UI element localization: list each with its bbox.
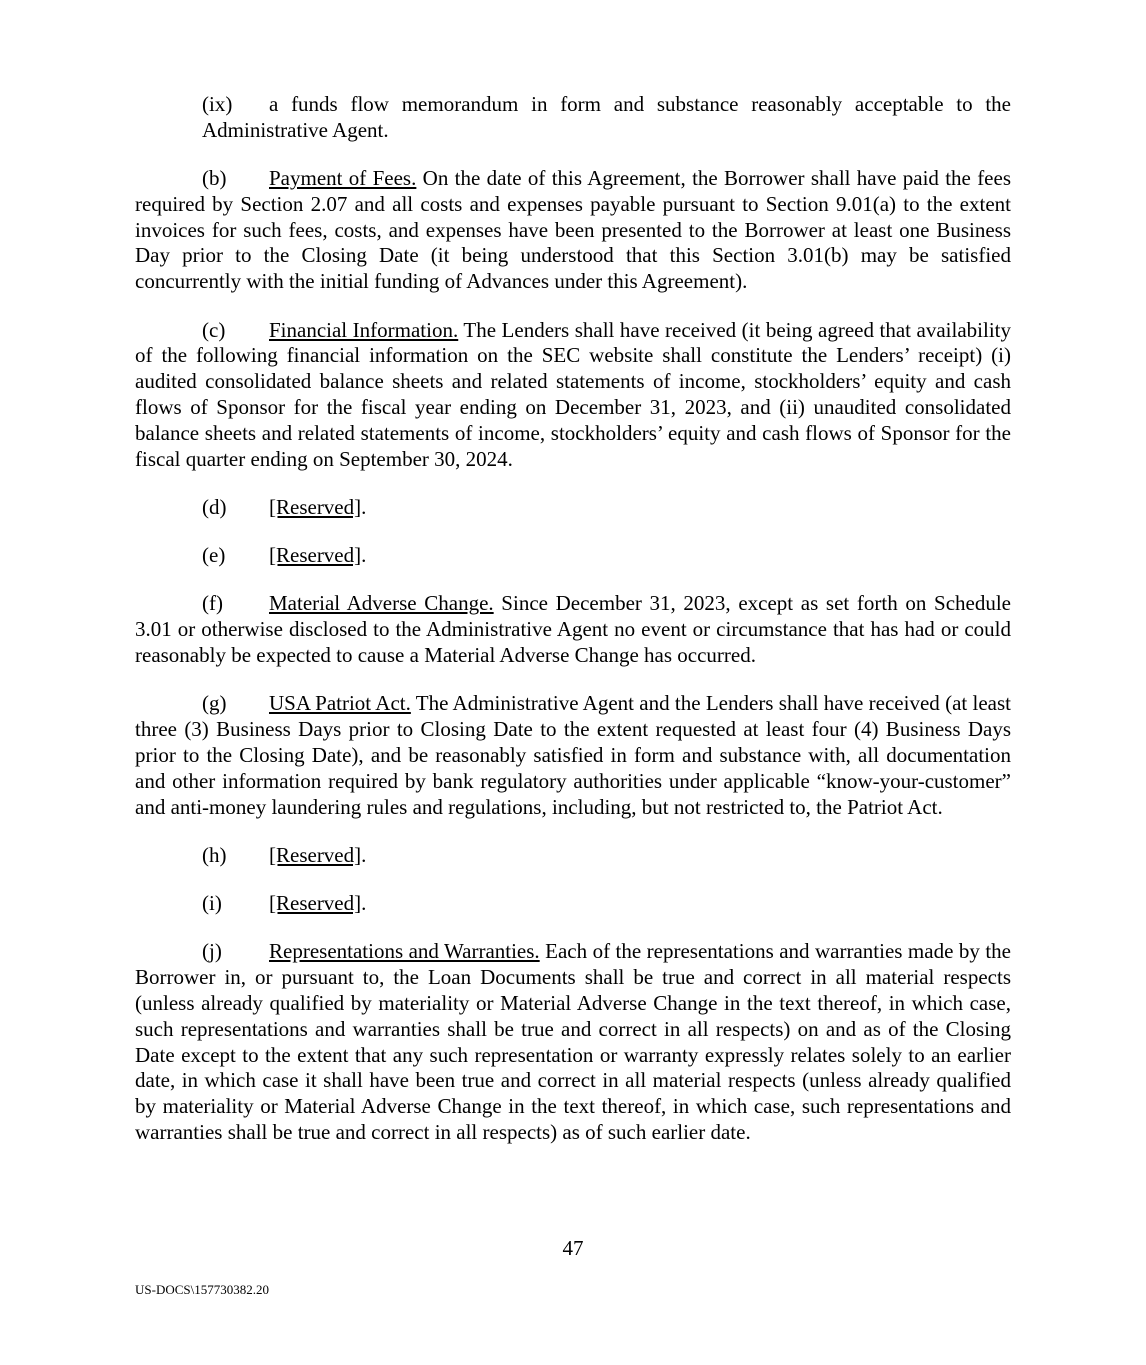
clause-heading: Material Adverse Change.: [269, 591, 494, 616]
clause-number: (c): [202, 317, 226, 342]
clause-i: [135, 891, 1011, 917]
clause-text: The Administrative Agent and the Lenders shall have received (at least three (3) Business Days prior to Closing Date to the extent requested at least four (4) Business Days prior to the Closing Date), and be reasonably satisfied in form and substance with, all documentation and other information required by bank regulatory authorities under applicable “know-your-customer” and anti-money laundering rules and regulations, including, but not restricted to, the Patriot Act.: [135, 691, 1011, 819]
clause-period: .: [361, 842, 367, 867]
clause-number: (g): [202, 691, 227, 716]
clause-text: On the date of this Agreement, the Borrower shall have paid the fees required by Section 2.07 and all costs and expenses payable pursuant to Section 9.01(a) to the extent invoices for such fees, costs, and expenses have been presented to the Borrower at least one Business Day prior to the Closing Date (it being understood that this Section 3.01(b) may be satisfied concurrently with the initial funding of Advances under this Agreement).: [135, 166, 1011, 294]
clause-j: [135, 939, 1011, 1145]
clause-text: The Lenders shall have received (it being agreed that availability of the following financial information on the SEC website shall constitute the Lenders’ receipt) (i) audited consolidated balance sheets and related statements of income, stockholders’ equity and cash flows of Sponsor for the fiscal year ending on December 31, 2023, and (ii) unaudited consolidated balance sheets and related statements of income, stockholders’ equity and cash flows of Sponsor for the fiscal quarter ending on September 30, 2024.: [135, 317, 1011, 471]
clause-ix: [135, 92, 1011, 144]
clause-number: (j): [202, 939, 222, 964]
clause-heading: [Reserved]: [269, 842, 362, 867]
clause-b: [135, 166, 1011, 295]
clause-number: (f): [202, 591, 223, 616]
clause-e: [135, 543, 1011, 569]
clause-heading: USA Patriot Act.: [269, 691, 411, 716]
clause-period: .: [361, 543, 367, 568]
clause-period: .: [361, 494, 367, 519]
clause-text: Since December 31, 2023, except as set forth on Schedule 3.01 or otherwise disclosed to the Administrative Agent no event or circumstance that has had or could reasonably be expected to cause a Material Adverse Change has occurred.: [135, 591, 1011, 668]
clause-g: [135, 691, 1011, 820]
document-id: US-DOCS\157730382.20: [135, 1282, 269, 1297]
clause-number: (e): [202, 543, 226, 568]
clause-h: [135, 843, 1011, 869]
clause-number: (d): [202, 494, 227, 519]
clause-text: Each of the representations and warranties made by the Borrower in, or pursuant to, the Loan Documents shall be true and correct in all material respects (unless already qualified by materiality or Material Adverse Change in the text thereof, in which case, such representations and warranties shall be true and correct in all respects) on and as of the Closing Date except to the extent that any such representation or warranty expressly relates solely to an earlier date, in which case it shall have been true and correct in all material respects (unless already qualified by materiality or Material Adverse Change in the text thereof, in which case, such representations and warranties shall be true and correct in all respects) as of such earlier date.: [135, 939, 1011, 1144]
clause-d: [135, 495, 1011, 521]
clause-number: (b): [202, 166, 227, 191]
document-page: [135, 92, 1011, 1168]
clause-c: [135, 318, 1011, 473]
clause-heading: [Reserved]: [269, 494, 362, 519]
clause-heading: Payment of Fees.: [269, 166, 417, 191]
clause-period: .: [361, 891, 367, 916]
clause-text: a funds flow memorandum in form and substance reasonably acceptable to the Administrative Agent.: [202, 92, 1011, 142]
clause-heading: [Reserved]: [269, 543, 362, 568]
clause-f: [135, 591, 1011, 668]
clause-heading: Representations and Warranties.: [269, 939, 540, 964]
page-number: 47: [562, 1236, 584, 1260]
clause-heading: Financial Information.: [269, 317, 459, 342]
clause-number: (ix): [202, 92, 233, 116]
clause-number: (h): [202, 842, 227, 867]
clause-heading: [Reserved]: [269, 891, 362, 916]
clause-number: (i): [202, 891, 222, 916]
